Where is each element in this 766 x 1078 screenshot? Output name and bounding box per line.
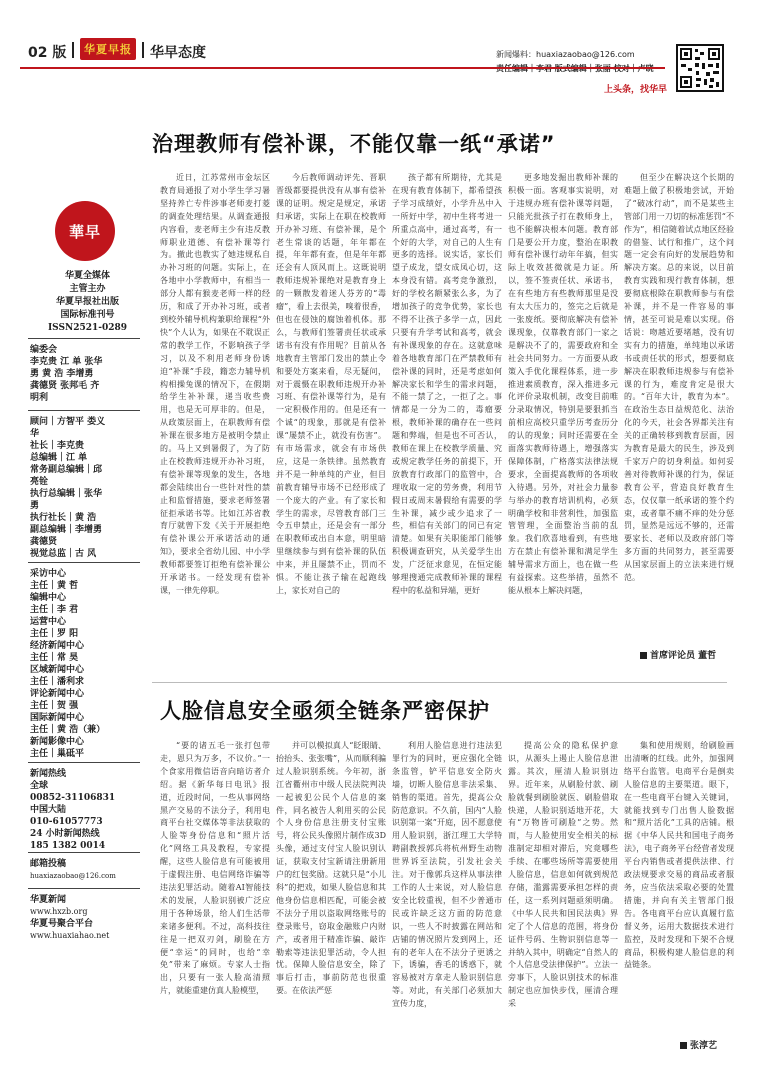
article-column bbox=[276, 172, 386, 672]
board-line: 明利 bbox=[30, 393, 49, 403]
article-paragraph: 近日，江苏常州市金坛区教育局通报了对小学生学习暑坚持养亡专件涉事老师麦打菱的调查处理结果。从调查通报内容看，麦老师主少有违反教师职业道德、有偿补课等行为。撤此也教实了她违规私自办补习班的问题。实际上，在各地中小学教师中，有相当一部分人都有猴麦老师一样的经历，和成了开办补习班，或者到校外辅导机构兼职给课程“外快”个人认为，如果在不耽误正常的教学工作，不影响孩子学习，以及不利用老师身份诱迫“补课”手段，籍恋力辅导机构相操兔课的情况下，在假期给学生补补课，递当收些费用，也是无可厚非的。但是，从政策层面上，在职教师有偿补课在很多地方是被明令禁止的。马上又到暑假了，为了防止在校教师违规开办补习班，有偿补课等现象的发生，各地都会陆续出台一些针对性的禁止和监督措施，要求老师签署征拒承诺书等。比如江苏省教育厅就曾下发《关于开展拒绝有偿补课公开承诺活动的通知》，要求全省幼儿园、中小学教师都要签订拒绝有偿补课公开承诺书。一经发现有偿补课，一律先停职。 bbox=[160, 173, 270, 595]
center-line: 主任｜李 君 bbox=[30, 605, 79, 615]
article-byline: 首席评论员 董哲 bbox=[640, 648, 716, 661]
page-number: 02 版 bbox=[28, 45, 67, 61]
header-divider bbox=[142, 42, 144, 58]
leader-line: 执行社长｜黄 浩 bbox=[30, 513, 97, 523]
leader-line: 总编辑｜江 单 bbox=[30, 453, 88, 463]
web-platform: 华夏号聚合平台 bbox=[30, 919, 94, 929]
article-paragraph: “要的诸五毛一张打包带走，恩只为万多，不议价。”一个食家用微信语音向暗访者介绍。据《新华每日电讯》报道，近段时间，一些从事网络黑产交易的不法分子，利用电商平台社交媒体等非法获取的人脸等身份信息和“照片活化”网络工具及教程，专家提醒，这些人脸信息有可能被用于虚假注册、电信网络诈骗等违法犯罪活动。随着AI智能技术的发展，人脸识别被广泛应用于各种场景，给人们生活带来诸多便利。不过，高科技往往是一把双刃剑，刷脸在方便“幸运”的同时，也给“幸免”带来了麻烦。专家人士指出，只要有一张人脸高清照片，就能重建仿真人脸模型， bbox=[160, 741, 270, 996]
publisher-line: ISSN2521-0289 bbox=[47, 323, 128, 333]
center-line: 主任｜罗 阳 bbox=[30, 629, 79, 639]
article-headline: 人脸信息安全亟须全链条严密保护 bbox=[160, 699, 490, 723]
news-hotline-block bbox=[30, 768, 142, 852]
center-line: 主任｜常 昊 bbox=[30, 653, 79, 663]
article-divider bbox=[152, 682, 727, 683]
center-line: 采访中心 bbox=[30, 569, 67, 579]
qr-code-icon[interactable] bbox=[676, 44, 724, 92]
sidebar-divider bbox=[28, 410, 140, 411]
article-paragraph: 孩子都有所期待，尤其是在现有教育体制下，都希望孩子学习成绩好，小学升丛中入一所好中学，初中生将考进一所重点高中，通过高考，有一个好的大学，对自己的人生有更多的选择。说实话，家长们望子成龙，望女成凤心切，这本身没有错。高考竞争激烈，好的学校名额紧张么多，为了增加孩子的竞争优势，家长也不得不让孩子多学一点，因此只要有升学考试和高考，就会有补课现象的存在。这就意味着各地教育部门在严禁教师有偿补课的同时，还是考虑如何解决家长和学生的需求问题，不能一禁了之，一拒了之。事情都是一分为二的，毒瘤要根，教师补课的确存在一些问题和弊端，但是也不可否认，教师在课上在校教学质量、究或规定教学任务的前提下，开放教育行政部门的监管中，合理收取一定的劳务费，利用节假日或周末暑假给有需要的学生补课，减少或少追求了一些，相信有关部门的同已有定清楚。如果有关职能部门能够积极调查研究，从关爱学生出发，广泛征求意见，在恒定能够理搜通完成教师补课的课程程中的私益和异端，更好 bbox=[392, 173, 502, 595]
article-paragraph: 提高公众的隐私保护意识，从源头上遏止人脸信息泄露。其次，厘清人脸识别边界。近年来，从刷脸付款、刷脸就餐到刷脸就医、刷脸借取快递，人脸识别适地开花，大有“万物皆可刷脸”之势。然而，与人脸使用安全相关的标准制定却相对滞后，究竟哪些手续、在哪些场所等需要使用人脸信息，信息如何就到规范存储，滥露需要承担怎样的责任，这一系列问题亟须明确。《中华人民共和国民法典》界定了个人信息的范围，将身份证件号码、生物识别信息等一并纳入其中，明确定“自然人的个人信息受法律保护”。立法一旁事下，人脸识别技术的标准制定也应加快步伐，厘清合理采 bbox=[508, 741, 618, 1009]
article-column bbox=[160, 172, 270, 672]
sidebar-divider bbox=[28, 852, 140, 853]
center-line: 新闻影像中心 bbox=[30, 737, 85, 747]
center-line: 主任｜巢砥平 bbox=[30, 749, 85, 759]
leader-line: 常务副总编辑｜邱 bbox=[30, 465, 103, 475]
seal-text: 華早 bbox=[68, 222, 101, 241]
article-column bbox=[392, 172, 502, 672]
hotline-line: 中国大陆 bbox=[30, 805, 67, 815]
header-divider bbox=[72, 42, 74, 58]
sidebar-divider bbox=[28, 338, 140, 339]
publisher-info bbox=[30, 270, 145, 335]
center-line: 主任｜黄 浩（兼） bbox=[30, 725, 106, 735]
article-column bbox=[160, 740, 270, 1060]
article-paragraph: 今后教师调动评先、晋职晋级都要提供没有从事有偿补课的证明。规定是规定，承诺归承诺，实际上在职在校教师开办补习班、有偿补课，是个老生常谈的话题，年年都在提，年年都有查，但是年年都还会有人顶风而上。这既说明教师违规补课绝对是教育身上的一颗散发着迷人芬芳的“毒瘤”，看上去很美，嗅着很香，但也在侵蚀的腐蚀着机体。那么，与教师们签署责任状或承诺书有没有作用呢？目前从各地教育主管部门发出的禁止令和要处方案来看，尽无疑问，对于震慑在职教师违规开办补习班、有偿补课等行为，是有一定积极作用的。但是还有一个诚“的现象，那就是有偿补课“屡禁不止，就没有伤害”。有市场需求，就会有市场供应，这是一条铁律。虽然教育并不是一种单纯的产业，但目前教育辅导市场不已经形成了一个庞大的产业。有了家长和学生的需求，尽管教育部门三令五申禁止，还是会有一部分在职教师或出自本意，明里暗里继续参与到有偿补课的队伍中来，并且屡禁不止，罚而不惧。不能让孩子输在起跑线上，家长对自己的 bbox=[276, 173, 386, 595]
publisher-line: 华夏早报社出版 bbox=[55, 297, 119, 307]
publisher-line: 主管主办 bbox=[69, 284, 106, 294]
article-column bbox=[276, 740, 386, 1060]
leadership-list bbox=[30, 416, 142, 560]
header-rule bbox=[20, 67, 665, 69]
hotline-line: 全球 bbox=[30, 781, 49, 791]
article-paragraph: 利用人脸信息进行违法犯罪行为的同时，更应强化全链条监管，铲平信息安全防火墙，切断人脸信息非法采集、销售的渠道。首先，提高公众防范意识。不久前，国内“人脸识别第一案”开庭，因不愿意使用人脸识别，浙江理工大学特聘副教授郭兵将杭州野生动物世界诉至法院，引发社会关注。对于像郭兵这样从事法律工作的人士来说，对人脸信息安全比较重视，但不少普通市民或许缺乏这方面的防范意识，一些人不时披露在网站和店铺的情况照片发到网上，还有的老年人在不法分子更诱之下，诱骗，香毛的诱惑下，就容易被对方拿走人脸识别信息等。对此，有关部门必须加大宣传力度， bbox=[392, 741, 502, 1009]
editorial-board bbox=[30, 344, 142, 404]
center-line: 主任｜潘利求 bbox=[30, 677, 85, 687]
leader-line: 龚德贤 bbox=[30, 537, 58, 547]
section-title: 新闻热线 bbox=[30, 769, 67, 779]
section-title: 华夏新闻 bbox=[30, 895, 67, 905]
section-title: 编委会 bbox=[30, 345, 58, 355]
centers-list bbox=[30, 568, 142, 760]
hotline-line: 00852-31106831 bbox=[30, 793, 116, 803]
news-hotline: 新闻爆料：huaxiazaobao@126.com bbox=[496, 50, 635, 59]
publisher-line: 国际标准刊号 bbox=[60, 310, 115, 320]
logo-text: 华夏早报 bbox=[84, 43, 132, 56]
center-line: 国际新闻中心 bbox=[30, 713, 85, 723]
board-line: 勇 黄 浩 李增勇 bbox=[30, 369, 94, 379]
board-line: 李克贵 江 单 张华 bbox=[30, 357, 103, 367]
hotline-line: 010-61057773 bbox=[30, 817, 103, 827]
leader-line: 勇 bbox=[30, 501, 40, 511]
leader-line: 执行总编辑｜张华 bbox=[30, 489, 103, 499]
center-line: 编辑中心 bbox=[30, 593, 67, 603]
board-line: 龚德贤 张邦毛 齐 bbox=[30, 381, 100, 391]
leader-line: 华 bbox=[30, 429, 40, 439]
hotline-line: 24 小时新闻热线 bbox=[30, 829, 100, 839]
article-column bbox=[392, 740, 502, 1060]
header-slogan: 上头条，找华早 bbox=[604, 85, 668, 95]
sidebar-divider bbox=[28, 888, 140, 889]
sidebar-divider bbox=[28, 562, 140, 563]
article-column bbox=[624, 172, 734, 640]
center-line: 主任｜贺 强 bbox=[30, 701, 79, 711]
email-block bbox=[30, 858, 142, 882]
article-headline: 治理教师有偿补课，不能仅靠一纸“承诺” bbox=[152, 132, 556, 156]
sidebar-divider bbox=[28, 762, 140, 763]
article-paragraph: 并可以模拟真人“眨眼睛、抬抬头、张张嘴”，从而顺利骗过人脸识别系统。今年初，浙江省衢州市中级人民法院判决一起被犯公民个人信息的案件，同名被告人利用买的公民个人身份信息注册支付宝账号，将公民头像照片制作成3D头像，通过支付宝人脸识别认证，获取支付宝新请注册新用户的红包奖励。这就只是“小儿科”的把戏，如果人脸信息和其他身份信息相匹配，可能会被不法分子用以盗取网络账号的登录账号，窃取金融账户内财产，或者用于精准诈骗、敲诈勒索等违法犯罪活动，令人担忧。保障人脸信息安全，除了事后打击，事前防范也很重要。在依法严惩 bbox=[276, 741, 386, 996]
center-line: 评论新闻中心 bbox=[30, 689, 85, 699]
article-paragraph: 但至少在解决这个长期的难题上做了积极地尝试，开始了“破冰行动”，而不是某些主管部门用一刀切的标准惩罚“不作为”，相信随着试点地区经验的借鉴、试行和推广，这个问题一定会有向好的发展趋势和解决方案。总的来说，以目前教育实践和现行教育体制，想要彻底根除在职教师参与有偿补课，并不是一件容易的事情，甚至可说是难以实现。俗话说：吻越近要堵越，没有切实有力的措施，单纯地以承诺书或责任状的形式，想要彻底解决在职教师违规参与有偿补课的行为，难度肯定是很大的。“百年大计，教育为本”。在政治生态日益规范化、法治化的今天，社会各界都关注有关的正确转移到教育层面，因为教育是最大的民生，涉及到千家万户的切身利益。如何妥善对待教师补课的行为，保证教育公平，营造良好教育生态，仅仅靠一纸承诺的签个约束，或者靠不痛不痒的处分惩罚，显然是远远不够的，还需要家长、老师以及政府部门等多方面的共同努力，甚至需要从国家层面上的立法来进行规范。 bbox=[624, 173, 734, 583]
article-byline: 张淳艺 bbox=[680, 1038, 717, 1051]
article-paragraph: 更多地发掘出教师补课的积极一面。客观事实说明，对于违规办班有偿补课等问题，只能光批孩子打在教师身上，也不能解决根本问题。教育部门是要公开力度，整治在职教师有偿补课行动年年搞，但实际上收效甚微就是力证。所以，签不签责任状、承诺书，在有些地方有些教师那里是没有太大压力的，签完之后就是一张废纸。要彻底解决有偿补课现象，仅靠教育部门一家之是解决不了的，需要政府和全社会共同努力。一方面要从政策入手优化课程体系，进一步推进素质教育，深入推进多元化评价录取机制，改变目前唯分录取情况，特别是要狠抓当前相应高校只重学历考查历分的认的现象；同时还需要在全面落实教师待遇上，增强落实保障体制，广格落实法律法规要求，全面提高教师的各项收入待遇。另外，对社会力量参与举办的教育培训机构，必须明确学校和非营利性，加强监管管理，全面整治当前的乱象。我们欣喜地看到，有些地方在禁止有偿补课和满足学生辅导需求方面上，也在做一些有益探索。这些举措，虽然不能从根本上解决问题， bbox=[508, 173, 618, 595]
leader-line: 顾问｜方智平 娄义 bbox=[30, 417, 106, 427]
leader-line: 视觉总监｜古 风 bbox=[30, 549, 97, 559]
column-name: 华早态度 bbox=[150, 45, 206, 61]
article-column bbox=[624, 740, 734, 1028]
center-line: 区域新闻中心 bbox=[30, 665, 85, 675]
article-paragraph: 集和使用规则，给刷脸画出清晰的红线。此外，加强网络平台监管。电商平台是倒卖人脸信息的主要渠道。眼下，在一些电商平台键入关键词，就能找到专门出售人脸数据和“照片活化”工具的店铺。根据《中华人民共和国电子商务法》，电子商务平台经营者发现平台内销售或者提供法律、行政法规要求交易的商品或者服务，应当依法采取必要的处置措施，并向有关主管部门报告。各电商平台应认真履行监督义务，运用大数据技术进行监控，及时发现和下架不合规商品，积极构建人脸信息的利益链条。 bbox=[624, 741, 734, 970]
hotline-line: 185 1382 0014 bbox=[30, 841, 106, 851]
center-line: 经济新闻中心 bbox=[30, 641, 85, 651]
article-column bbox=[508, 740, 618, 1060]
center-line: 运营中心 bbox=[30, 617, 67, 627]
web-link[interactable]: www.huaxiahao.net bbox=[30, 931, 110, 940]
leader-line: 社长｜李克贵 bbox=[30, 441, 85, 451]
leader-line: 副总编辑｜李增勇 bbox=[30, 525, 103, 535]
leader-line: 亮铨 bbox=[30, 477, 49, 487]
center-line: 主任｜黄 哲 bbox=[30, 581, 79, 591]
publisher-seal-icon bbox=[55, 201, 115, 261]
newspaper-logo[interactable] bbox=[80, 38, 136, 60]
publisher-line: 华夏全媒体 bbox=[64, 271, 110, 281]
web-link[interactable]: www.hxzb.org bbox=[30, 907, 88, 916]
section-title: 邮箱投稿 bbox=[30, 859, 67, 869]
email-address[interactable]: huaxiazaobao@126.com bbox=[30, 872, 116, 880]
article-column bbox=[508, 172, 618, 672]
web-block bbox=[30, 894, 142, 942]
